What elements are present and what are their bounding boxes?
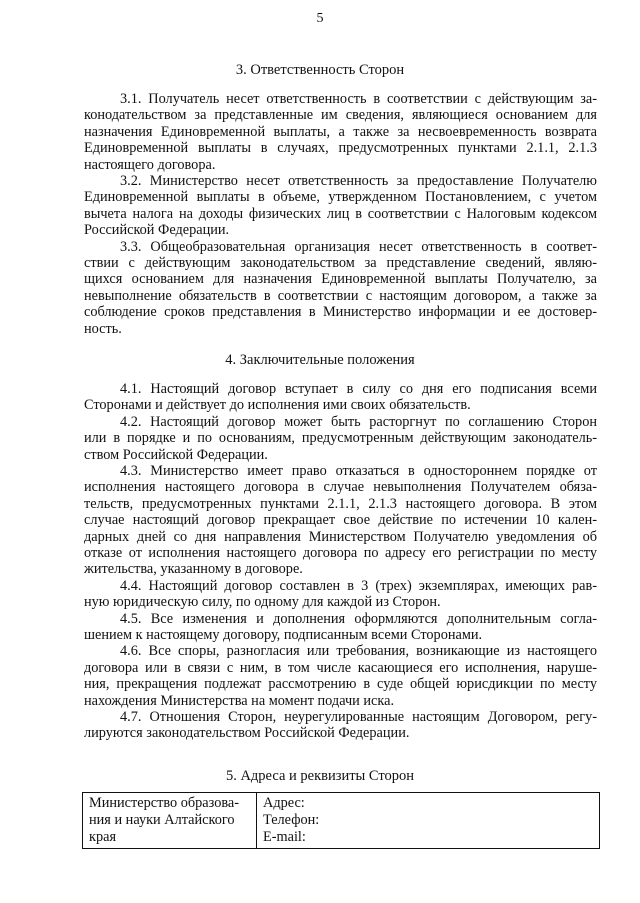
paragraph-line: случае настоящий договор прекращает свое действие по истечении 10 кален- bbox=[84, 512, 597, 528]
paragraph-line: шением к настоящему договору, подписанным всеми Сторонами. bbox=[84, 627, 483, 643]
paragraph-line: лируются законодательством Российской Федерации. bbox=[84, 725, 410, 741]
paragraph-line: 4.3. Министерство имеет право отказаться в одностороннем порядке от bbox=[120, 463, 597, 479]
section-heading: 3. Ответственность Сторон bbox=[235, 62, 405, 78]
table-row bbox=[83, 793, 600, 849]
page-number: 5 bbox=[316, 11, 324, 26]
party-name-cell bbox=[83, 793, 257, 849]
paragraph-line: ную юридическую силу, по одному для каждой из Сторон. bbox=[84, 594, 441, 610]
phone-label: Телефон: bbox=[263, 812, 320, 828]
party-name-line: Министерство образова- bbox=[89, 795, 240, 811]
paragraph-line: щихся основанием для назначения Единовременной выплаты Получателю, за bbox=[84, 271, 597, 287]
paragraph-line: настоящего договора. bbox=[84, 157, 216, 173]
paragraph-line: нахождения Министерства на момент подачи иска. bbox=[84, 693, 395, 709]
paragraph-line: 3.3. Общеобразовательная организация несет ответственность в соответ- bbox=[120, 239, 597, 255]
paragraph-line: договора или в связи с ним, в том числе касающиеся его исполнения, наруше- bbox=[84, 660, 597, 676]
section-heading: 4. Заключительные положения bbox=[225, 352, 415, 368]
paragraph-line: 4.7. Отношения Сторон, неурегулированные настоящим Договором, регу- bbox=[120, 709, 597, 725]
paragraph-line: 4.4. Настоящий договор составлен в 3 (трех) экземплярах, имеющих рав- bbox=[120, 578, 597, 594]
paragraph-line: дарных дней со дня направления Министерством Получателю уведомления об bbox=[84, 529, 597, 545]
paragraph-line: 3.1. Получатель несет ответственность в соответствии с действующим за- bbox=[120, 91, 597, 107]
paragraph-line: ствии с действующим законодательством за представление сведений, являю- bbox=[84, 255, 597, 271]
address-table bbox=[82, 792, 600, 849]
paragraph-line: жительства, указанному в договоре. bbox=[84, 561, 303, 577]
paragraph-line: 4.2. Настоящий договор может быть расторгнут по соглашению Сторон bbox=[120, 414, 597, 430]
paragraph-line: соблюдение сроков представления в Министерство информации и ее достовер- bbox=[84, 304, 597, 320]
paragraph-line: Единовременной выплаты в объеме, утвержденном Постановлением, с учетом bbox=[84, 189, 597, 205]
paragraph-line: 3.2. Министерство несет ответственность за предоставление Получателю bbox=[120, 173, 597, 189]
paragraph-line: Российской Федерации. bbox=[84, 222, 230, 238]
paragraph-line: Единовременной выплаты в случаях, предусмотренных пунктами 2.1.1, 2.1.3 bbox=[84, 140, 597, 156]
paragraph-line: конодательством за представленные им сведения, являющиеся основанием для bbox=[84, 107, 597, 123]
party-name-line: ния и науки Алтайского bbox=[89, 812, 235, 828]
party-name-line: края bbox=[89, 829, 117, 845]
party-details-cell bbox=[257, 793, 600, 849]
paragraph-line: отказе от исполнения настоящего договора по адресу его регистрации по месту bbox=[84, 545, 597, 561]
paragraph-line: 4.1. Настоящий договор вступает в силу со дня его подписания всеми bbox=[120, 381, 597, 397]
email-label: E-mail: bbox=[263, 829, 306, 845]
section-heading: 5. Адреса и реквизиты Сторон bbox=[225, 768, 415, 784]
paragraph-line: тельств, предусмотренных пунктами 2.1.1, 2.1.3 настоящего договора. В этом bbox=[84, 496, 597, 512]
paragraph-line: ния, прекращения подлежат рассмотрению в суде общей юрисдикции по месту bbox=[84, 676, 597, 692]
paragraph-line: невыполнение обязательств в соответствии с настоящим договором, а также за bbox=[84, 288, 597, 304]
paragraph-line: ством Российской Федерации. bbox=[84, 447, 268, 463]
address-label: Адрес: bbox=[263, 795, 305, 811]
paragraph-line: вычета налога на доходы физических лиц в соответствии с Налоговым кодексом bbox=[84, 206, 597, 222]
paragraph-line: ность. bbox=[84, 321, 122, 337]
paragraph-line: 4.5. Все изменения и дополнения оформляются дополнительным согла- bbox=[120, 611, 597, 627]
paragraph-line: 4.6. Все споры, разногласия или требования, возникающие из настоящего bbox=[120, 643, 597, 659]
paragraph-line: назначения Единовременной выплаты, а также за несвоевременность возврата bbox=[84, 124, 597, 140]
paragraph-line: или в порядке и по основаниям, предусмотренным действующим законодатель- bbox=[84, 430, 597, 446]
paragraph-line: Сторонами и действует до исполнения ими своих обязательств. bbox=[84, 397, 471, 413]
paragraph-line: исполнения настоящего договора в случае невыполнения Получателем обяза- bbox=[84, 479, 597, 495]
